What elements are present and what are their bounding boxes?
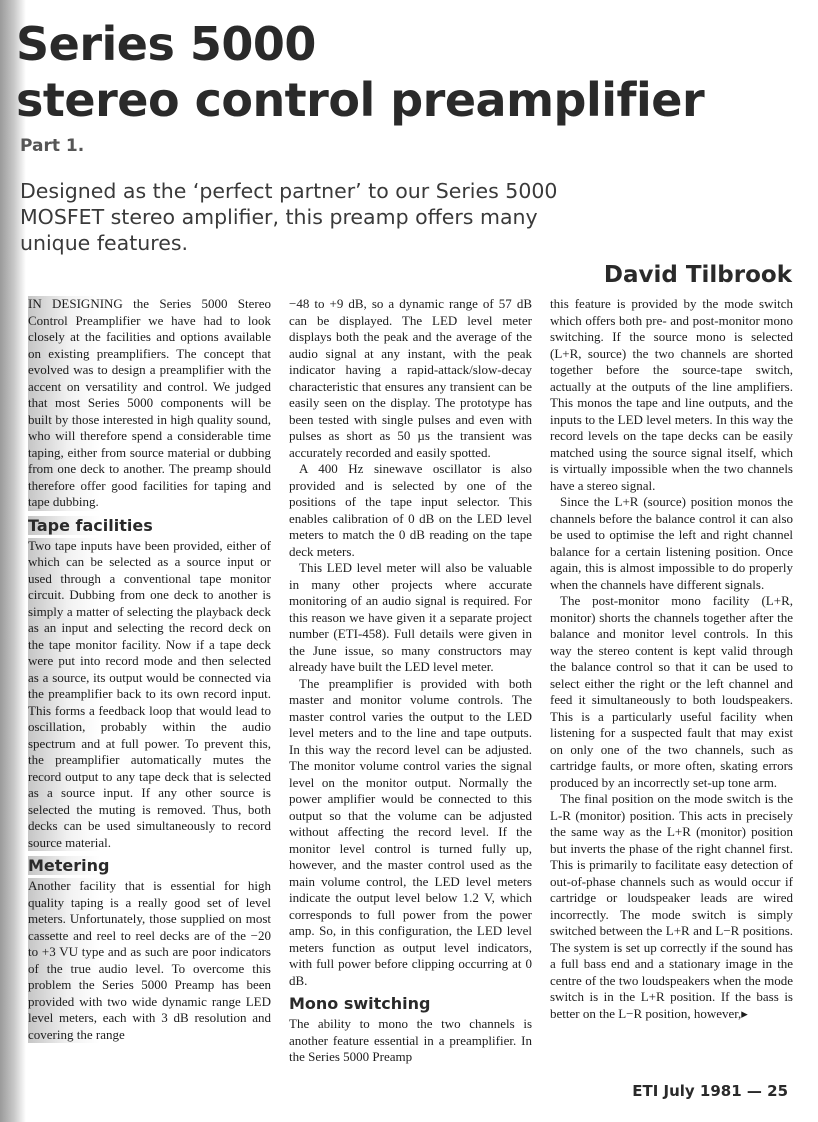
paragraph: The ability to mono the two channels is another feature essential in a preamplifier. In the Series 5000 Preamp xyxy=(289,1016,532,1064)
title-line-1: Series 5000 xyxy=(16,17,316,71)
section-heading: Tape facilities xyxy=(28,516,271,535)
paragraph: −48 to +9 dB, so a dynamic range of 57 dB can be displayed. The LED level meter displays both the peak and the average of the audio signal at any instant, with the peak indicator having a rapid-attack/slow-decay characteristic that ensures any transient can be easily seen on the display. The prototype has been tested with single pulses and even with pulses as short as 50 µs the transient was accurately recorded and easily spotted. xyxy=(289,296,532,460)
paragraph: IN DESIGNING the Series 5000 Stereo Control Preamplifier we have had to look closely at the facilities and options available on existing preamplifiers. The concept that evolved was to design a preamplifier with the accent on versatility and control. We judged that most Series 5000 components will be built by those interested in high quality sound, who will therefore spend a considerable time taping, either from source material or dubbing from one deck to another. The preamp should therefore offer good facilities for taping and tape dubbing. xyxy=(28,296,271,509)
article-title xyxy=(16,16,704,128)
paragraph: Another facility that is essential for high quality taping is a really good set of level meters. Unfortunately, those supplied on most cassette and reel to reel decks are of the −20 to +3 VU type and as such are poor indicators of the true audio level. To overcome this problem the Series 5000 Preamp has been provided with two wide dynamic range LED level meters, each with 3 dB resolution and covering the range xyxy=(28,878,271,1042)
column-1 xyxy=(28,296,271,1043)
paragraph: The post-monitor mono facility (L+R, monitor) shorts the channels together after the balance and monitor level controls. In this way the stereo content is kept valid through the balance control so that it can be used to select either the right or the left channel and feed it simultaneously to both loudspeakers. This is a particularly useful facility when listening for a suspected fault that may exist on only one of the two channels, such as cartridge faults, or more often, skating errors produced by an incorrectly set-up tone arm. xyxy=(550,593,793,790)
paragraph: this feature is provided by the mode switch which offers both pre- and post-monitor mono switching. If the source mono is selected (L+R, source) the two channels are shorted together before the source-tape switch, actually at the outputs of the line amplifiers. This monos the tape and line outputs, and the inputs to the LED level meters. In this way the record levels on the tape decks can be easily matched using the source signal itself, which is virtually impossible when the two channels have a stereo signal. xyxy=(550,296,793,493)
standfirst: Designed as the ‘perfect partner’ to our Series 5000 MOSFET stereo amplifier, this preamp offers many unique features. xyxy=(20,179,558,255)
page-footer: ETI July 1981 — 25 xyxy=(632,1082,788,1100)
paragraph: The preamplifier is provided with both master and monitor volume controls. The master control varies the output to the LED level meters and to the line and tape outputs. In this way the record level can be adjusted. The monitor volume control varies the signal level on the monitor output. Normally the power amplifier would be connected to this output so that the volume can be adjusted without affecting the record level. If the monitor level control is turned fully up, however, and the master control used as the main volume control, the LED level meters indicate the output level below 1.2 V, which corresponds to full power from the power amp. So, in this configuration, the LED level meters function as output level indicators, with full power before clipping occurring at 0 dB. xyxy=(289,675,532,988)
paragraph: A 400 Hz sinewave oscillator is also provided and is selected by one of the positions of the tape input selector. This enables calibration of 0 dB on the LED level meters to match the 0 dB reading on the tape deck meters. xyxy=(289,461,532,559)
page-gutter-shadow xyxy=(0,0,26,1122)
paragraph: The final position on the mode switch is the L-R (monitor) position. This acts in precisely the same way as the L+R (monitor) position but inverts the phase of the right channel first. This is primarily to facilitate easy detection of out-of-phase channels such as would occur if cartridge or loudspeaker leads are wired incorrectly. The mode switch is simply switched between the L+R and L−R positions. The system is set up correctly if the sound has a full bass end and a stationary image in the centre of the two loudspeakers when the mode switch is in the L+R position. If the bass is better on the L−R position, however,▸ xyxy=(550,791,793,1021)
title-line-2: stereo control preamplifier xyxy=(16,73,705,127)
author-byline: David Tilbrook xyxy=(603,262,792,288)
part-label: Part 1. xyxy=(20,136,85,156)
paragraph: Since the L+R (source) position monos the channels before the balance control it can also be used to optimise the left and right channel balance for a certain listening position. Once again, this is almost impossible to do properly when the channels have different signals. xyxy=(550,494,793,592)
column-2 xyxy=(289,296,532,1066)
paragraph: Two tape inputs have been provided, either of which can be selected as a source input or used through a conventional tape monitor circuit. Dubbing from one deck to another is simply a matter of selecting the playback deck as an input and selecting the record deck on the tape monitor facility. Now if a tape deck were put into record mode and then selected as a source, its output would be connected via the preamplifier back to its own record input. This forms a feedback loop that would lead to oscillation, probably within the audio spectrum and at full power. To prevent this, the preamplifier automatically mutes the record output to any tape deck that is selected as a source input. If any other source is selected the muting is removed. Thus, both decks can be used simultaneously to record source material. xyxy=(28,537,271,850)
column-3 xyxy=(550,296,793,1022)
section-heading: Mono switching xyxy=(289,994,431,1013)
section-heading: Metering xyxy=(28,856,271,875)
paragraph: This LED level meter will also be valuable in many other projects where accurate monitoring of an audio signal is required. For this reason we have given it a separate project number (ETI-458). Full details were given in the June issue, so many constructors may already have built the LED level meter. xyxy=(289,560,532,674)
